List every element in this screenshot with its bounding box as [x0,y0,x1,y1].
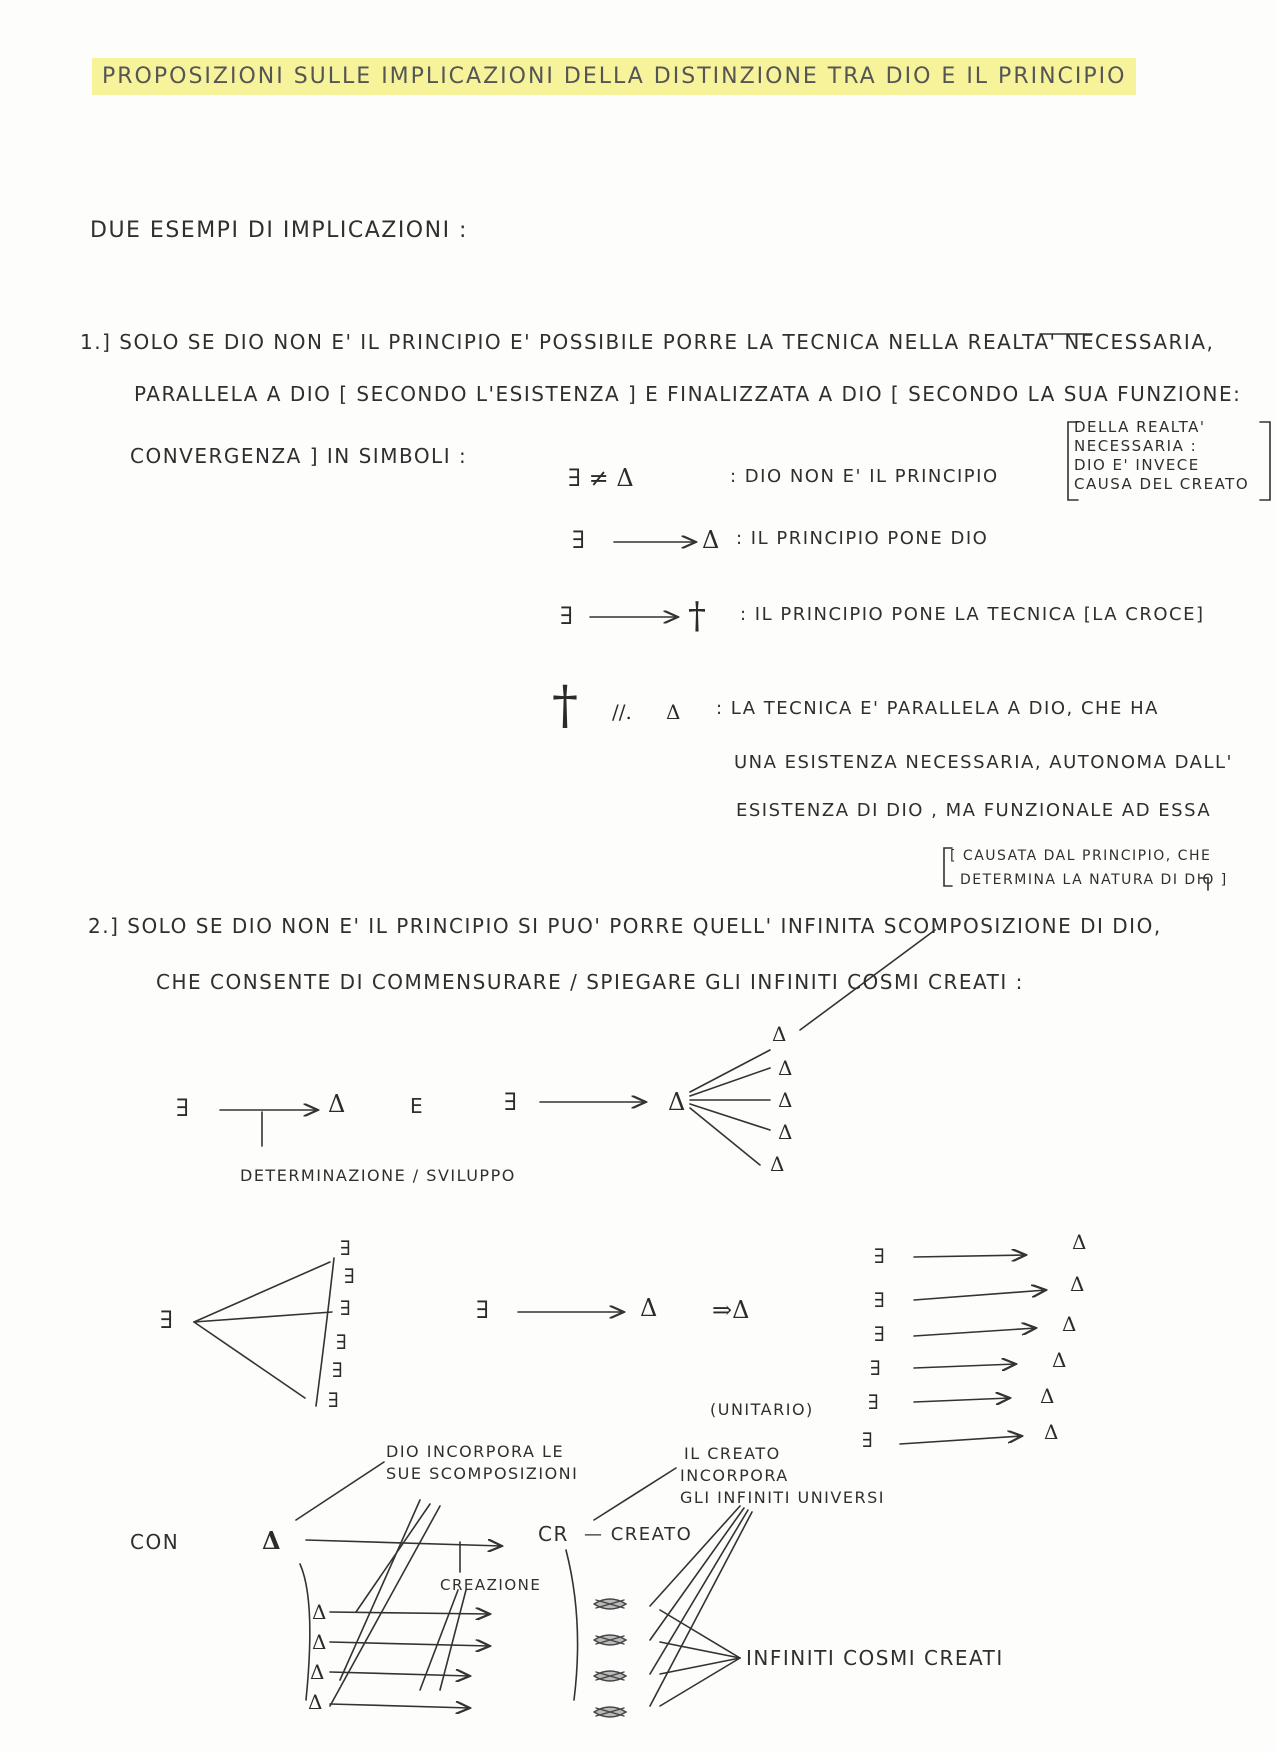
bracket-note-line: NECESSARIA : [1074,437,1198,455]
symbol-exists-not-delta: ∃ ≠ Δ [568,464,634,492]
d2-pair-exists: ∃ [868,1390,879,1414]
sym4-desc-line1: : LA TECNICA E' PARALLELA A DIO, CHE HA [716,698,1159,719]
d1-delta: Δ [328,1090,346,1118]
sym3-exists: ∃ [560,602,574,630]
d2-pair-delta: Δ [1062,1312,1077,1336]
sym4-delta: Δ [666,700,681,724]
d1-branch-delta: Δ [778,1120,793,1144]
bracket-note [1074,418,1264,494]
d2-pair-delta: Δ [1070,1272,1085,1296]
d2-pair-delta: Δ [1072,1230,1087,1254]
d1-branch-delta: Δ [772,1022,787,1046]
d1-conjunction: E [410,1094,425,1118]
d2-pair-exists: ∃ [874,1244,885,1268]
d3-cr: CR [538,1522,569,1546]
d1-exists-2: ∃ [504,1088,518,1116]
d1-delta-source: Δ [668,1088,686,1116]
sym3-description: : IL PRINCIPIO PONE LA TECNICA [LA CROCE] [740,604,1205,625]
d1-label: DETERMINAZIONE / SVILUPPO [240,1166,516,1185]
p1-line1: 1.] SOLO SE DIO NON E' IL PRINCIPIO E' POSSIBILE PORRE LA TECNICA NELLA REALTA' NECESSARIA, [80,330,1215,354]
d3-stack-delta: Δ [310,1660,325,1684]
cross-icon: † [552,676,578,736]
d2-exists: ∃ [476,1296,490,1324]
sym4-desc-line3: ESISTENZA DI DIO , MA FUNZIONALE AD ESSA [736,800,1212,821]
d1-exists: ∃ [176,1094,190,1122]
cross-icon: † [688,596,706,637]
bracket-note-line: DELLA REALTA' [1074,418,1206,436]
d2-fan-exists: ∃ [340,1296,351,1320]
p2-line2: CHE CONSENTE DI COMMENSURARE / SPIEGARE GLI INFINITI COSMI CREATI : [156,970,1024,994]
d3-delta: Δ [262,1526,281,1555]
d2-fan-exists: ∃ [340,1236,351,1260]
sym4-desc-line2: UNA ESISTENZA NECESSARIA, AUTONOMA DALL' [734,752,1233,773]
d3-dio-note-line2: SUE SCOMPOSIZIONI [386,1464,579,1483]
d2-pair-delta: Δ [1044,1420,1059,1444]
d3-creato: — CREATO [584,1524,693,1545]
d2-fan-exists: ∃ [328,1388,339,1412]
bracket-note-line: DIO E' INVECE [1074,456,1200,474]
p1-line2: PARALLELA A DIO [ SECONDO L'ESISTENZA ] E FINALIZZATA A DIO [ SECONDO LA SUA FUNZIONE: [134,382,1242,406]
intro-heading: DUE ESEMPI DI IMPLICAZIONI : [90,218,468,243]
d2-fan-exists: ∃ [344,1264,355,1288]
d3-stack-delta: Δ [312,1600,327,1624]
parallel-operator: //. [612,700,632,724]
d2-fan-exists: ∃ [332,1358,343,1382]
d1-branch-delta: Δ [778,1056,793,1080]
d2-unitario-note: (UNITARIO) [710,1400,814,1419]
d3-creazione: CREAZIONE [440,1576,542,1594]
d2-pair-exists: ∃ [874,1288,885,1312]
d2-pair-exists: ∃ [874,1322,885,1346]
d3-stack-delta: Δ [308,1690,323,1714]
d1-branch-delta: Δ [770,1152,785,1176]
sym2-exists: ∃ [572,526,586,554]
sym1-description: : DIO NON E' IL PRINCIPIO [730,466,999,487]
sym4-note-line1: [ CAUSATA DAL PRINCIPIO, CHE [950,848,1212,864]
sym4-note-line2: DETERMINA LA NATURA DI DIO ] [960,872,1228,888]
d3-creato-note-line3: GLI INFINITI UNIVERSI [680,1488,885,1507]
d2-pair-delta: Δ [1040,1384,1055,1408]
d3-cosmi-label: INFINITI COSMI CREATI [746,1646,1004,1670]
d3-stack-delta: Δ [312,1630,327,1654]
p2-line1: 2.] SOLO SE DIO NON E' IL PRINCIPIO SI PUO' PORRE QUELL' INFINITA SCOMPOSIZIONE DI DIO, [88,914,1162,938]
d2-pair-exists: ∃ [862,1428,873,1452]
d2-delta: Δ [640,1294,658,1322]
d2-pair-delta: Δ [1052,1348,1067,1372]
sym2-description: : IL PRINCIPIO PONE DIO [736,528,989,549]
d3-dio-note-line1: DIO INCORPORA LE [386,1442,565,1461]
page-title: PROPOSIZIONI SULLE IMPLICAZIONI DELLA DISTINZIONE TRA DIO E IL PRINCIPIO [92,58,1136,95]
d2-fan-exists: ∃ [336,1330,347,1354]
bracket-note-line: CAUSA DEL CREATO [1074,475,1250,493]
d2-pair-exists: ∃ [870,1356,881,1380]
d3-creato-note-line2: INCORPORA [680,1466,789,1485]
p1-line3: CONVERGENZA ] IN SIMBOLI : [130,444,468,468]
d3-creato-note-line1: IL CREATO [684,1444,781,1463]
d2-exists-root: ∃ [160,1306,174,1334]
sym2-delta: Δ [702,526,720,554]
d3-con: CON [130,1530,180,1554]
d2-implies-delta: ⇒Δ [712,1296,750,1324]
d1-branch-delta: Δ [778,1088,793,1112]
